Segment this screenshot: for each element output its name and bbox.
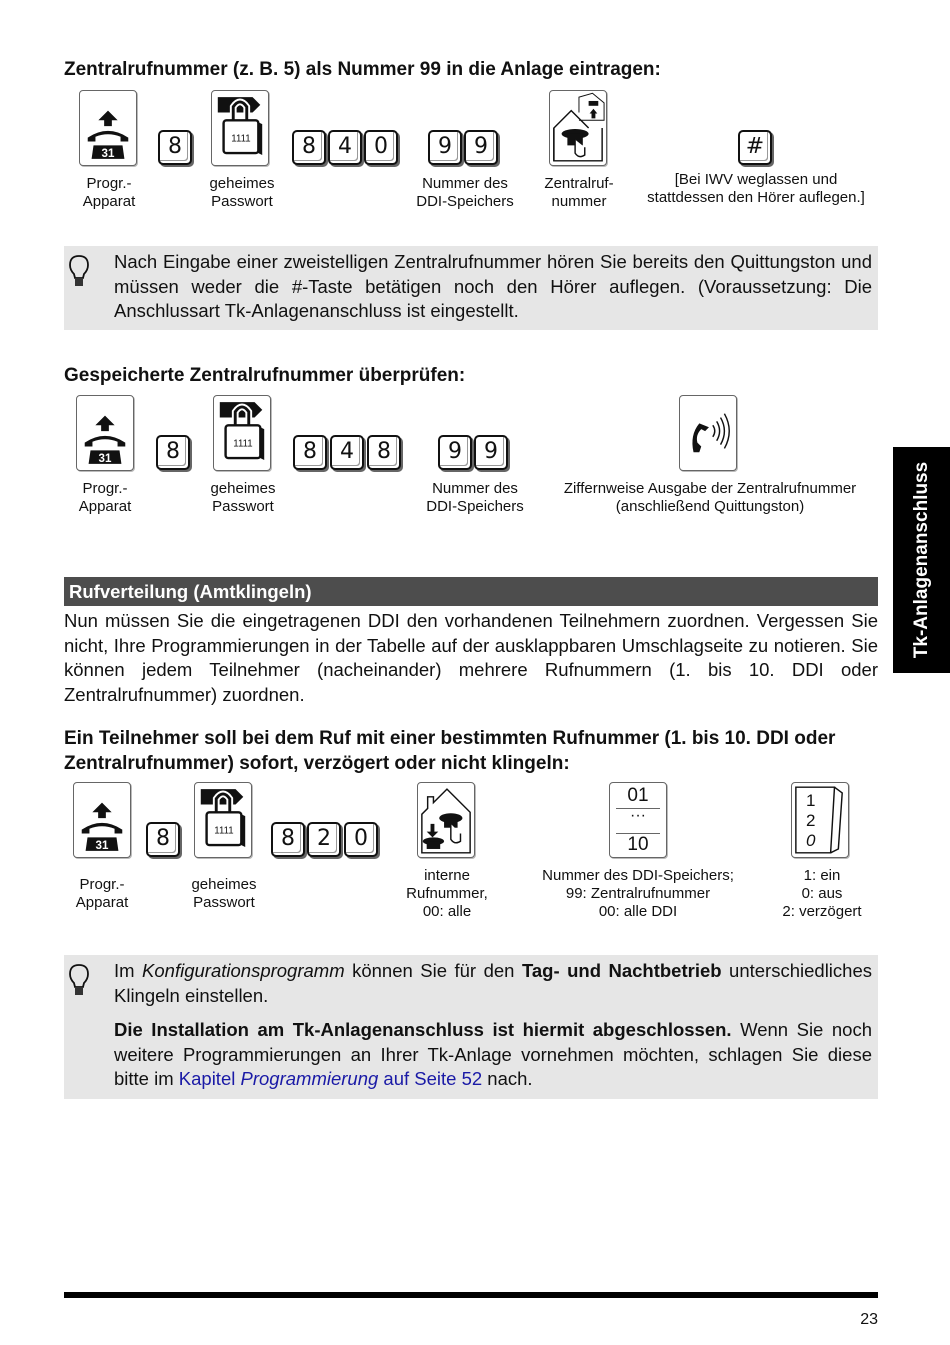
prog-phone-icon	[73, 782, 131, 858]
section-heading-check-central-number: Gespeicherte Zentralrufnummer überprüfen:	[64, 365, 466, 386]
prog-phone-icon	[79, 90, 137, 166]
key-4[interactable]: 4	[330, 435, 364, 470]
password-lock-icon	[194, 782, 252, 858]
password-lock-icon	[211, 90, 269, 166]
caption-ddi: Nummer des DDI-Speichers	[416, 175, 514, 210]
caption-internal: interne Rufnummer, 00: alle	[406, 867, 488, 920]
caption-hash-note: [Bei IWV weglassen und stattdessen den Hörer auflegen.]	[647, 171, 865, 206]
svg-text:1111: 1111	[233, 438, 253, 450]
rocker-switch-icon	[791, 782, 849, 858]
key-8[interactable]: 8	[292, 130, 326, 165]
caption-password: geheimes Passwort	[191, 876, 257, 911]
prog-phone-icon	[76, 395, 134, 471]
caption-switch: 1: ein 0: aus 2: verzögert	[782, 867, 862, 920]
caption-prog: Progr.- Apparat	[78, 480, 132, 515]
section-heading-enter-central-number: Zentralrufnummer (z. B. 5) als Nummer 99 in die Anlage eintragen:	[64, 59, 661, 80]
svg-text:1111: 1111	[214, 825, 234, 837]
hint-box	[64, 246, 878, 330]
password-lock-icon	[213, 395, 271, 471]
hint-text-complete: Die Installation am Tk-Anlagenanschluss ist hiermit abgeschlossen. Wenn Sie noch weitere Programmierungen an Ihrer Tk-Anlage vornehmen möchten, schlagen Sie diese bitte im Kapitel Programmierung auf Seite 52 nach.	[114, 1019, 872, 1089]
footer-rule	[64, 1292, 878, 1298]
hint-text-config: Im Konfigurationsprogramm können Sie für den Tag- und Nachtbetrieb unterschiedliches Klingeln einstellen.	[114, 960, 872, 1006]
section-heading-ring-setting: Ein Teilnehmer soll bei dem Ruf mit einer bestimmten Rufnummer (1. bis 10. DDI oder Zentralrufnummer) sofort, verzögert oder nicht klingeln:	[64, 728, 836, 774]
key-8[interactable]: 8	[367, 435, 401, 470]
caption-password: geheimes Passwort	[209, 175, 275, 210]
ringing-handset-icon	[679, 395, 737, 471]
caption-output: Ziffernweise Ausgabe der Zentralrufnummer (anschließend Quittungston)	[563, 480, 857, 515]
switch-values: 1 2 0	[806, 791, 816, 850]
intro-paragraph: Nun müssen Sie die eingetragenen DDI den vorhandenen Teilnehmern zuordnen. Vergessen Sie nicht, Ihre Programmierungen in der Tabelle auf der ausklappbaren Umschlagseite zu notieren. Sie können jedem Teilnehmer (nacheinander) mehrere Rufnummern (1. bis 10. DDI oder Zentralrufnummer) zuordnen.	[64, 610, 878, 705]
key-8[interactable]: 8	[158, 130, 192, 165]
caption-ddi: Nummer des DDI-Speichers; 99: Zentralrufnummer 00: alle DDI	[542, 867, 734, 920]
section-bar-call-distribution: Rufverteilung (Amtklingeln)	[64, 577, 878, 606]
key-0[interactable]: 0	[344, 822, 378, 857]
svg-text:31: 31	[98, 452, 112, 465]
key-9[interactable]: 9	[474, 435, 508, 470]
key-9[interactable]: 9	[464, 130, 498, 165]
svg-text:1111: 1111	[231, 133, 251, 145]
hint-box	[64, 955, 878, 1099]
internal-number-house-icon	[417, 782, 475, 858]
key-9[interactable]: 9	[428, 130, 462, 165]
key-2[interactable]: 2	[307, 822, 341, 857]
lightbulb-icon	[68, 254, 90, 288]
svg-text:31: 31	[95, 839, 109, 852]
key-8[interactable]: 8	[146, 822, 180, 857]
caption-prog: Progr.- Apparat	[75, 876, 129, 911]
caption-ddi: Nummer des DDI-Speichers	[426, 480, 524, 515]
svg-text:31: 31	[101, 147, 115, 160]
caption-prog: Progr.- Apparat	[82, 175, 136, 210]
chapter-link-programmierung[interactable]: Kapitel Programmierung auf Seite 52	[178, 1068, 483, 1089]
key-8[interactable]: 8	[293, 435, 327, 470]
lightbulb-icon	[68, 963, 90, 997]
ddi-memory-display: 01 ··· 10	[609, 782, 667, 858]
hint-text: Nach Eingabe einer zweistelligen Zentralrufnummer hören Sie bereits den Quittungston und müssen weder die #-Taste betätigen noch den Hörer auflegen. (Voraussetzung: Die Anschlussart Tk-Anlagenanschluss ist eingestellt.	[114, 251, 872, 321]
central-number-house-icon	[549, 90, 607, 166]
chapter-side-tab: Tk-Anlagenanschluss	[893, 447, 950, 673]
caption-central: Zentralruf- nummer	[544, 175, 614, 210]
caption-password: geheimes Passwort	[210, 480, 276, 515]
key-8[interactable]: 8	[156, 435, 190, 470]
key-0[interactable]: 0	[364, 130, 398, 165]
page-number: 23	[860, 1311, 878, 1328]
key-8[interactable]: 8	[271, 822, 305, 857]
key-9[interactable]: 9	[438, 435, 472, 470]
key-4[interactable]: 4	[328, 130, 362, 165]
key-hash[interactable]: #	[738, 130, 772, 165]
